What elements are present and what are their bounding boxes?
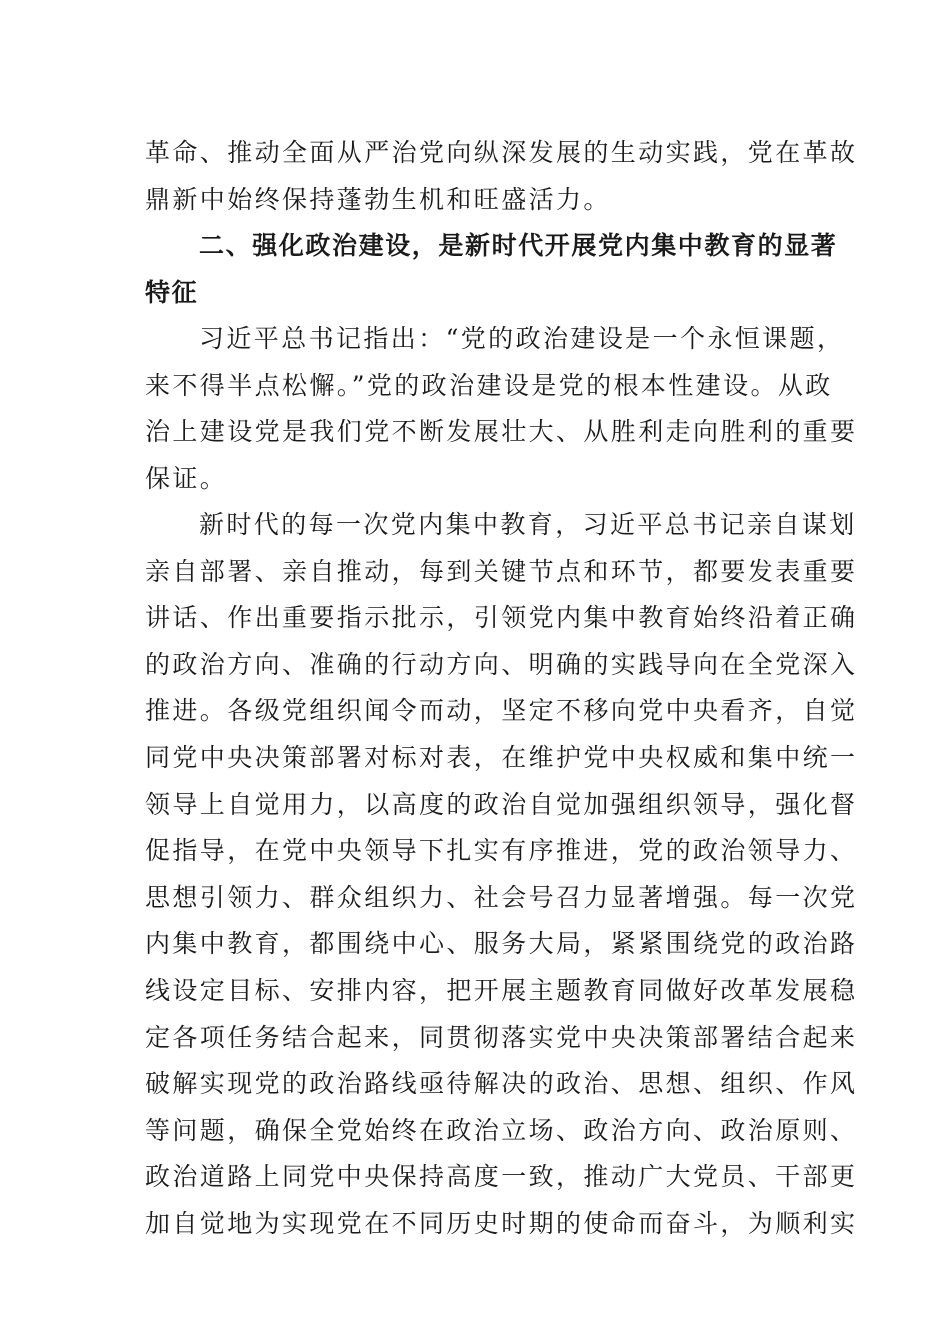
paragraph-1-line-2: 来不得半点松懈。”党的政治建设是党的根本性建设。从政 bbox=[145, 370, 833, 400]
paragraph-2-line-16: 加自觉地为实现党在不同历史时期的使命而奋斗，为顺利实 bbox=[145, 1208, 858, 1238]
paragraph-2-line-10: 内集中教育，都围绕中心、服务大局，紧紧围绕党的政治路 bbox=[145, 929, 858, 959]
section-heading bbox=[145, 223, 838, 316]
paragraph-2-line-8: 促指导，在党中央领导下扎实有序推进，党的政治领导力、 bbox=[145, 836, 858, 866]
paragraph-2-line-9: 思想引领力、群众组织力、社会号召力显著增强。每一次党 bbox=[145, 882, 858, 912]
paragraph-2-line-11: 线设定目标、安排内容，把开展主题教育同做好改革发展稳 bbox=[145, 975, 858, 1005]
paragraph-2-line-7: 领导上自觉用力，以高度的政治自觉加强组织领导，强化督 bbox=[145, 789, 858, 819]
intro-line-2: 鼎新中始终保持蓬勃生机和旺盛活力。 bbox=[145, 184, 611, 214]
paragraph-2-line-15: 政治道路上同党中央保持高度一致，推动广大党员、干部更 bbox=[145, 1162, 858, 1192]
paragraph-2 bbox=[145, 502, 858, 1248]
heading-line-1: 二、强化政治建设，是新时代开展党内集中教育的显著 bbox=[199, 231, 838, 260]
heading-line-2: 特征 bbox=[145, 277, 199, 307]
paragraph-1-line-4: 保证。 bbox=[145, 463, 228, 493]
paragraph-1-line-3: 治上建设党是我们党不断发展壮大、从胜利走向胜利的重要 bbox=[145, 417, 858, 447]
paragraph-2-line-4: 的政治方向、准确的行动方向、明确的实践导向在全党深入 bbox=[145, 649, 858, 679]
intro-paragraph bbox=[145, 130, 858, 223]
paragraph-2-line-1: 新时代的每一次党内集中教育，习近平总书记亲自谋划 bbox=[199, 510, 857, 539]
paragraph-2-line-3: 讲话、作出重要指示批示，引领党内集中教育始终沿着正确 bbox=[145, 603, 858, 633]
paragraph-2-line-5: 推进。各级党组织闻令而动，坚定不移向党中央看齐，自觉 bbox=[145, 696, 858, 726]
paragraph-2-line-6: 同党中央决策部署对标对表，在维护党中央权威和集中统一 bbox=[145, 742, 858, 772]
paragraph-2-line-13: 破解实现党的政治路线亟待解决的政治、思想、组织、作风 bbox=[145, 1069, 858, 1099]
paragraph-2-line-12: 定各项任务结合起来，同贯彻落实党中央决策部署结合起来 bbox=[145, 1022, 858, 1052]
paragraph-2-line-14: 等问题，确保全党始终在政治立场、政治方向、政治原则、 bbox=[145, 1115, 858, 1145]
intro-line-1: 革命、推动全面从严治党向纵深发展的生动实践，党在革故 bbox=[145, 138, 858, 167]
paragraph-2-line-2: 亲自部署、亲自推动，每到关键节点和环节，都要发表重要 bbox=[145, 556, 858, 586]
paragraph-1 bbox=[145, 316, 858, 502]
paragraph-1-line-1: 习近平总书记指出：“党的政治建设是一个永恒课题， bbox=[199, 324, 845, 353]
